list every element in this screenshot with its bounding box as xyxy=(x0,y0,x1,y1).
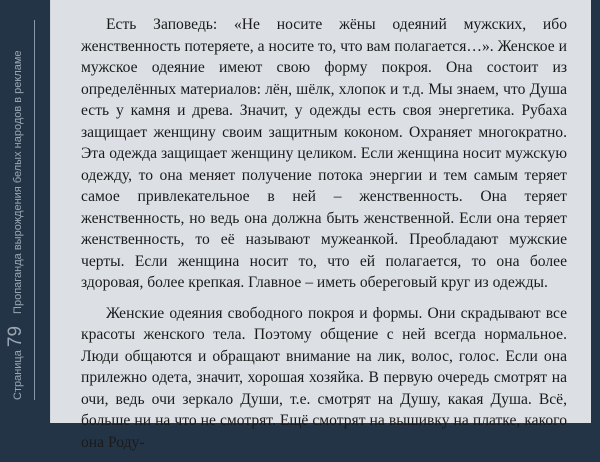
page-sidebar xyxy=(0,0,40,423)
paragraph-1: Есть Заповедь: «Не носите жёны одеяний мужских, ибо женственность потеряете, а носите то, что вам полагается…». Женское и мужское одеяние имеют свою форму покроя. Она состоит из определённых материалов: лён, шёлк, хлопок и т.д. Мы знаем, что Душа есть у камня и древа. Значит, у одежды есть своя энергетика. Рубаха защищает женщину своим защитным коконом. Охраняет многократно. Эта одежда защищает женщину целиком. Если женщина носит мужскую одежду, то она меняет получение потока энергии и тем самым теряет самое привлекательное в ней – женственность. Она теряет женственность, но ведь она должна быть женственной. Если она теряет женственность, то её называют мужеанкой. Преобладают мужские черты. Если женщина носит то, что ей полагается, то она более здоровая, более крепкая. Главное – иметь обереговый круг из одежды. xyxy=(81,16,567,291)
document-page xyxy=(50,0,591,451)
page-label: Страница xyxy=(12,350,24,400)
sidebar-divider xyxy=(34,20,35,400)
document-body xyxy=(81,14,567,462)
page-number: 79 xyxy=(5,325,26,348)
sidebar-caption xyxy=(1,20,33,400)
paragraph-2: Женские одеяния свободного покроя и формы. Они скрадывают все красоты женского тела. Поэтому общение с ней всегда нормальное. Люди общаются и обращают внимание на лик, волос, голос. Если она прилежно одета, значит, хорошая хозяйка. В первую очередь смотрят на очи, ведь очи зеркало Души, т.е. смотрят на Душу, какая Душа. Всё, больше ни на что не смотрят. Ещё смотрят на вышивку на платке, какого она Роду- xyxy=(81,304,567,451)
book-title: Пропаганда вырождения белых народов в рекламе xyxy=(12,50,24,314)
